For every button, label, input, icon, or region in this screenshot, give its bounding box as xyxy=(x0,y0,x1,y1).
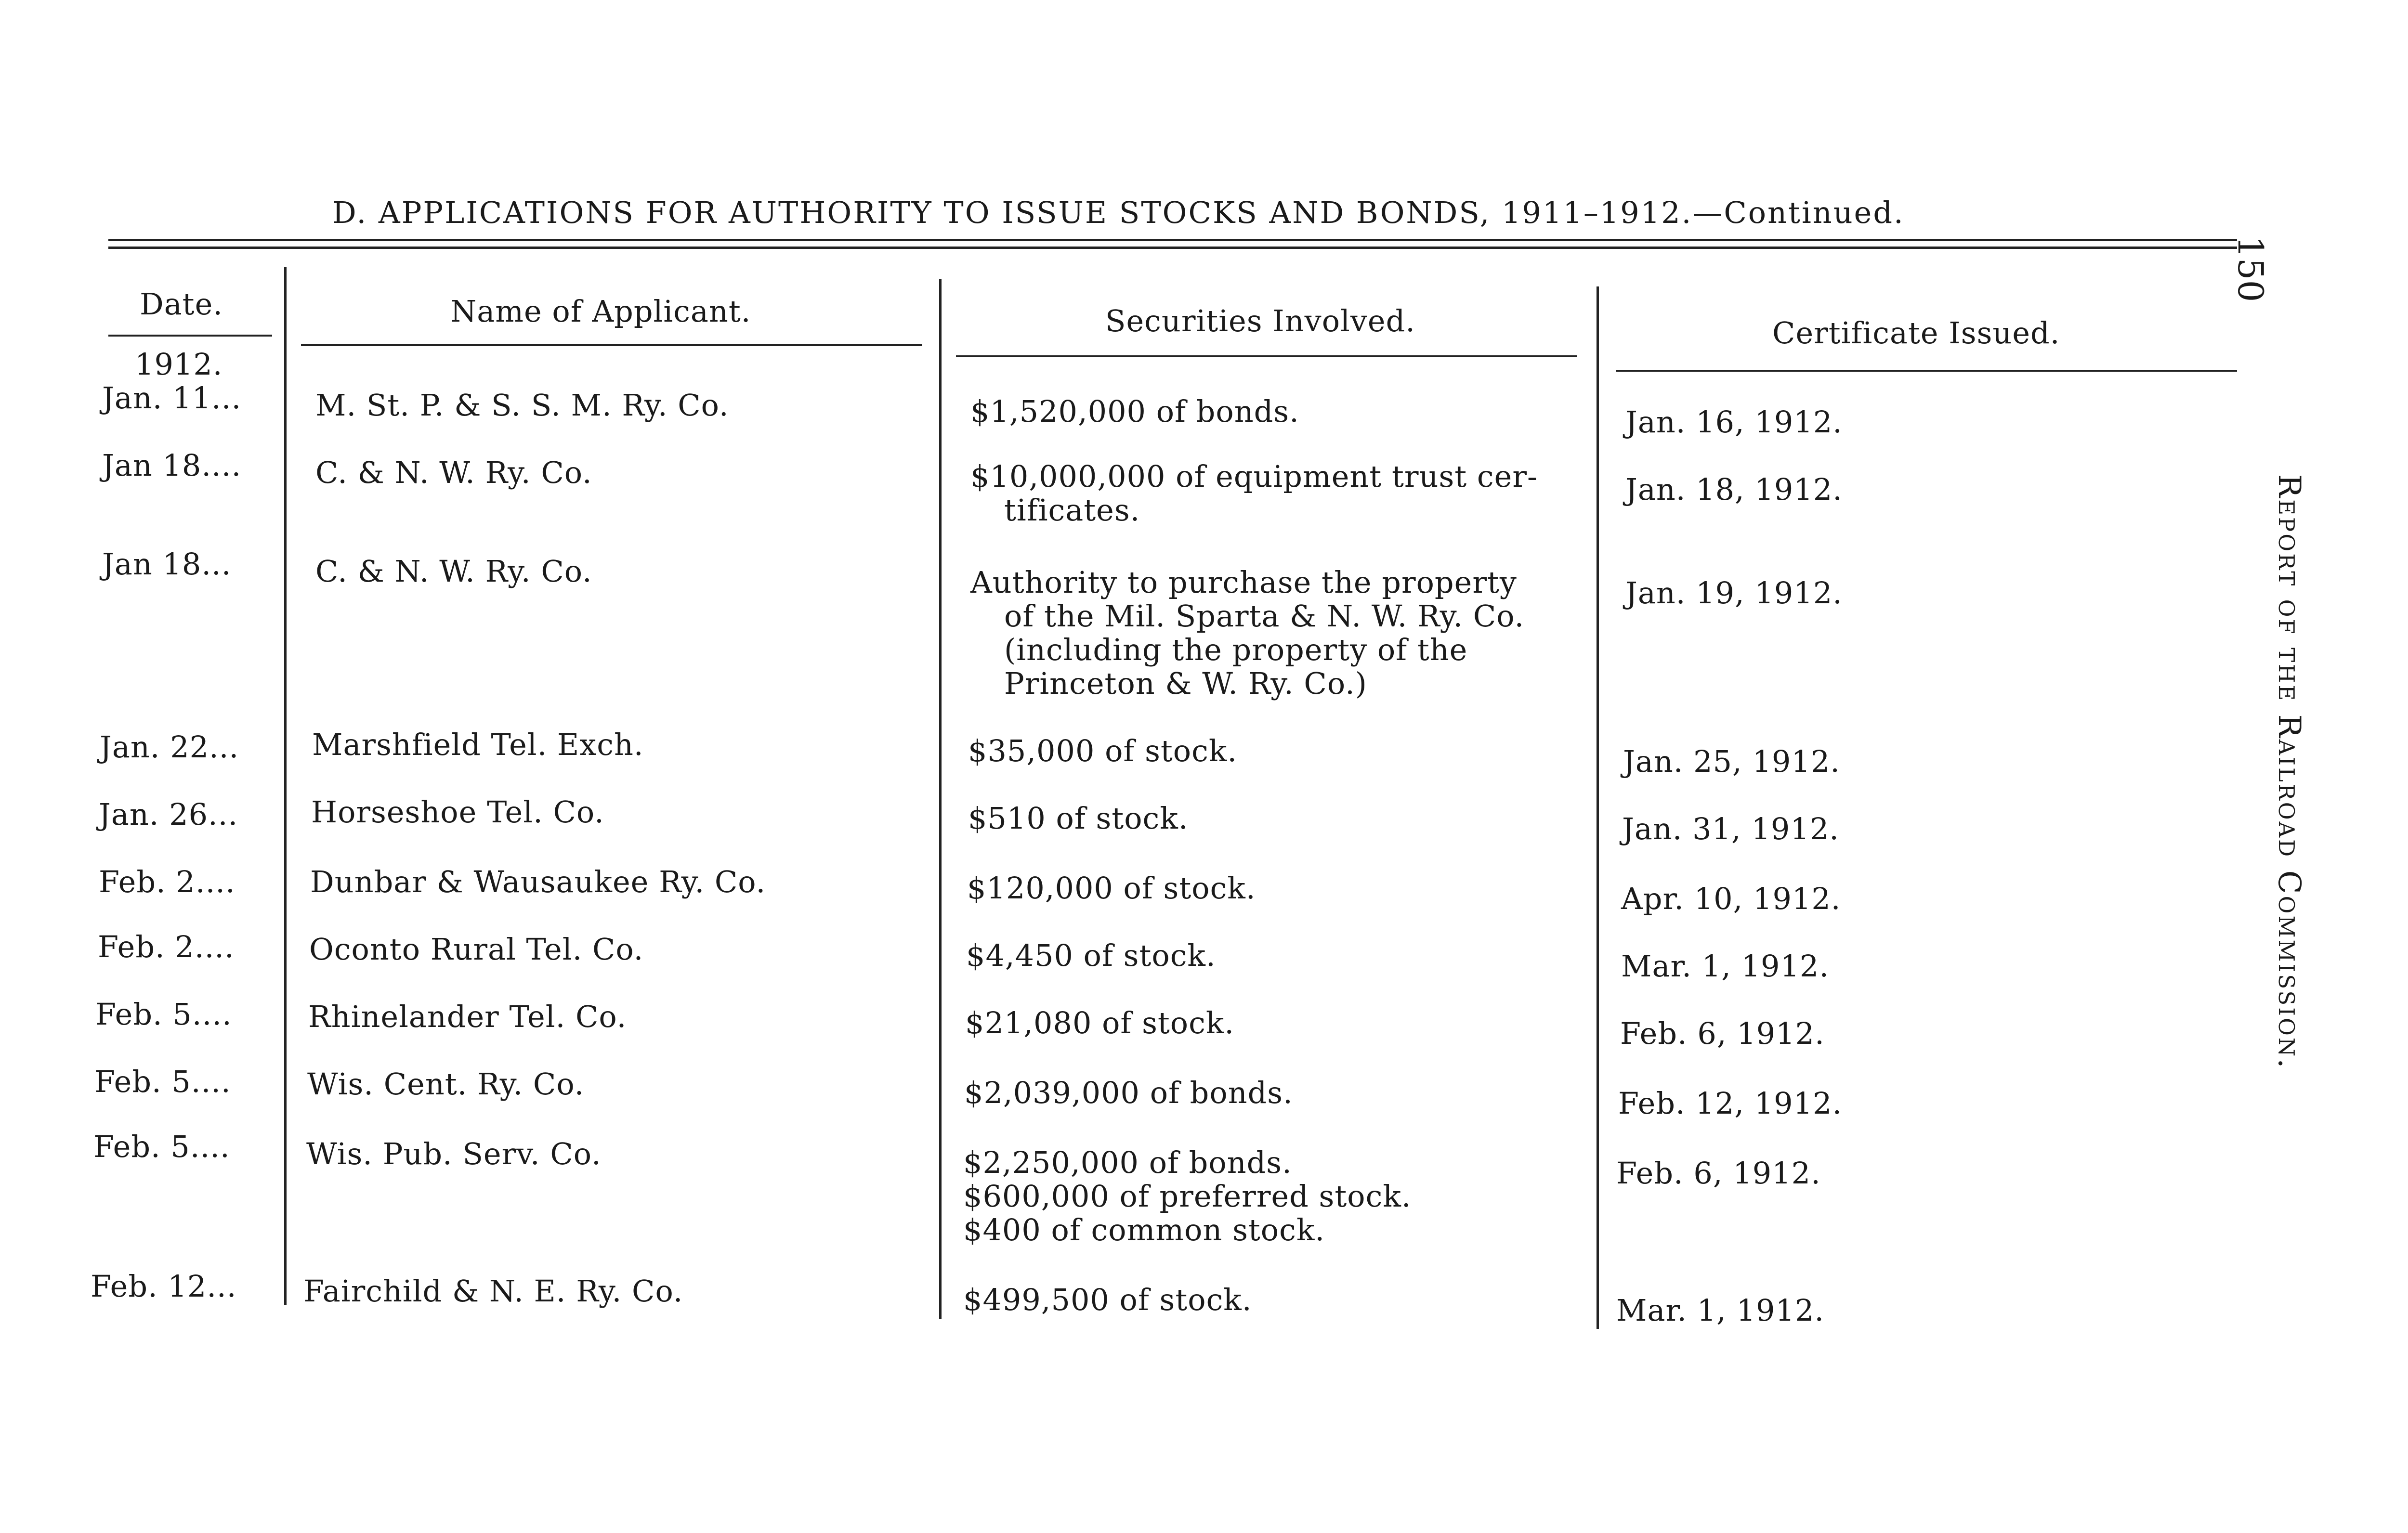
securities-cell xyxy=(967,871,1256,905)
securities-line: Princeton & W. Ry. Co.) xyxy=(1004,666,1367,701)
date-cell: Jan. 22... xyxy=(100,729,239,765)
applicant-cell: C. & N. W. Ry. Co. xyxy=(315,554,592,589)
securities-line: $35,000 of stock. xyxy=(968,733,1238,768)
securities-line: $510 of stock. xyxy=(968,801,1189,836)
column-header-date: Date. xyxy=(140,286,223,322)
securities-line: (including the property of the xyxy=(1004,632,1468,667)
column-divider-1 xyxy=(284,267,287,1305)
date-cell: Jan. 26... xyxy=(99,797,238,832)
certificate-cell: Jan. 31, 1912. xyxy=(1622,811,1839,846)
certificate-cell: Mar. 1, 1912. xyxy=(1621,948,1830,984)
applicant-cell: Horseshoe Tel. Co. xyxy=(311,794,604,830)
column-header-rule-applicant xyxy=(301,344,922,346)
column-divider-3 xyxy=(1597,286,1599,1329)
securities-line: of the Mil. Sparta & N. W. Ry. Co. xyxy=(1004,598,1525,634)
certificate-cell: Feb. 12, 1912. xyxy=(1618,1086,1843,1121)
date-cell: Feb. 2.... xyxy=(98,929,235,964)
column-header-rule-securities xyxy=(956,355,1577,357)
date-cell: Feb. 5.... xyxy=(95,997,232,1032)
securities-line: $120,000 of stock. xyxy=(967,870,1256,906)
applicant-cell: Fairchild & N. E. Ry. Co. xyxy=(303,1273,683,1309)
certificate-cell: Jan. 25, 1912. xyxy=(1623,744,1840,779)
applicant-cell: Wis. Pub. Serv. Co. xyxy=(306,1136,602,1171)
certificate-cell: Jan. 18, 1912. xyxy=(1625,472,1843,507)
applicant-cell: C. & N. W. Ry. Co. xyxy=(315,455,592,490)
securities-cell xyxy=(964,1076,1293,1110)
column-divider-2 xyxy=(939,279,942,1319)
page-title: D. APPLICATIONS FOR AUTHORITY TO ISSUE STOCKS AND BONDS, 1911–1912.—Continued. xyxy=(332,195,1905,230)
securities-line: $600,000 of preferred stock. xyxy=(963,1179,1412,1214)
applicant-cell: Marshfield Tel. Exch. xyxy=(312,727,644,762)
column-header-rule-date xyxy=(108,335,272,337)
header-rule-bottom xyxy=(108,247,2237,249)
date-cell: Feb. 12... xyxy=(91,1269,237,1304)
date-cell: Jan 18.... xyxy=(102,448,242,483)
date-cell: Feb. 2.... xyxy=(99,864,236,899)
securities-cell xyxy=(966,939,1216,973)
header-rule-top xyxy=(108,239,2237,241)
certificate-cell: Jan. 19, 1912. xyxy=(1625,575,1843,611)
securities-cell xyxy=(968,802,1189,835)
applicant-cell: Rhinelander Tel. Co. xyxy=(308,999,627,1034)
securities-cell xyxy=(970,460,1538,527)
securities-cell xyxy=(963,1146,1412,1247)
date-cell: Feb. 5.... xyxy=(93,1129,230,1164)
certificate-cell: Feb. 6, 1912. xyxy=(1616,1156,1821,1191)
securities-line: $10,000,000 of equipment trust cer- xyxy=(970,459,1538,494)
securities-line: Authority to purchase the property xyxy=(970,565,1517,600)
year-label: 1912. xyxy=(135,347,223,382)
securities-cell xyxy=(968,734,1237,768)
date-cell: Jan 18... xyxy=(102,546,232,582)
certificate-cell: Feb. 6, 1912. xyxy=(1620,1016,1825,1051)
securities-cell xyxy=(963,1283,1252,1317)
securities-cell xyxy=(970,395,1299,429)
applicant-cell: Oconto Rural Tel. Co. xyxy=(309,932,644,967)
applicant-cell: Wis. Cent. Ry. Co. xyxy=(307,1066,585,1102)
securities-line: $4,450 of stock. xyxy=(966,938,1216,973)
column-header-applicant: Name of Applicant. xyxy=(450,294,751,329)
certificate-cell: Apr. 10, 1912. xyxy=(1621,881,1841,916)
date-cell: Feb. 5.... xyxy=(94,1064,231,1099)
securities-line: $21,080 of stock. xyxy=(965,1005,1235,1040)
securities-line: $499,500 of stock. xyxy=(963,1282,1252,1317)
securities-line: $2,039,000 of bonds. xyxy=(964,1075,1293,1110)
applicant-cell: M. St. P. & S. S. M. Ry. Co. xyxy=(315,388,729,423)
column-header-securities: Securities Involved. xyxy=(1105,303,1415,338)
column-header-rule-certificate xyxy=(1616,370,2237,372)
column-header-certificate: Certificate Issued. xyxy=(1772,315,2060,351)
securities-line: tificates. xyxy=(1004,493,1140,528)
running-head: Report of the Railroad Commission. xyxy=(2271,474,2307,1070)
securities-line: $2,250,000 of bonds. xyxy=(963,1145,1292,1180)
certificate-cell: Jan. 16, 1912. xyxy=(1625,404,1843,440)
securities-line: $1,520,000 of bonds. xyxy=(970,394,1299,429)
securities-cell xyxy=(970,566,1524,701)
securities-line: $400 of common stock. xyxy=(963,1212,1325,1247)
date-cell: Jan. 11... xyxy=(102,380,242,416)
page-number: 150 xyxy=(2230,236,2271,302)
certificate-cell: Mar. 1, 1912. xyxy=(1616,1293,1825,1328)
securities-cell xyxy=(965,1006,1234,1040)
applicant-cell: Dunbar & Wausaukee Ry. Co. xyxy=(310,864,766,899)
